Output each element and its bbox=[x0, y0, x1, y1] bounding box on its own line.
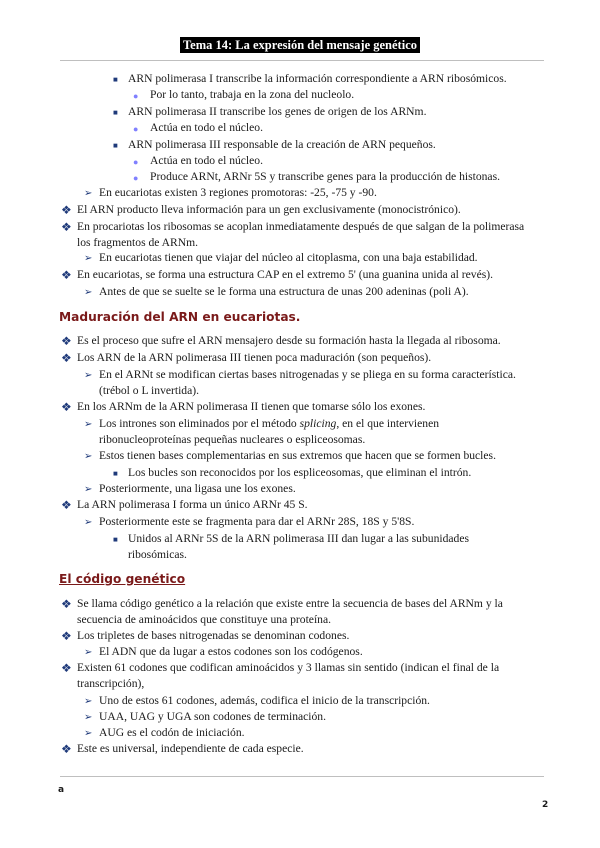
list-item: AUG es el codón de iniciación. bbox=[99, 726, 245, 739]
document-title-text: Tema 14: La expresión del mensaje genético bbox=[180, 37, 420, 53]
list-item: Posteriormente, una ligasa une los exones. bbox=[99, 482, 296, 495]
diamond-bullet-icon: ❖ bbox=[61, 400, 72, 414]
list-item: En eucariotas existen 3 regiones promotoras: -25, -75 y -90. bbox=[99, 186, 377, 199]
list-item: ARN polimerasa II transcribe los genes de origen de los ARNm. bbox=[128, 105, 427, 118]
footer-rule bbox=[60, 776, 544, 777]
italic-term-splicing: splicing bbox=[299, 417, 337, 430]
page-number: 2 bbox=[542, 800, 549, 810]
dot-bullet-icon: ● bbox=[133, 91, 139, 101]
list-item: Existen 61 codones que codifican aminoácidos y 3 llamas sin sentido (indican el final de la bbox=[77, 661, 500, 674]
diamond-bullet-icon: ❖ bbox=[61, 268, 72, 282]
list-item: En procariotas los ribosomas se acoplan inmediatamente después de que salgan de la polimerasa bbox=[77, 220, 525, 233]
square-bullet-icon: ■ bbox=[113, 535, 118, 544]
list-item: En el ARNt se modifican ciertas bases nitrogenadas y se pliega en su forma característica. bbox=[99, 368, 516, 381]
list-item: El ARN producto lleva información para un gen exclusivamente (monocistrónico). bbox=[77, 203, 461, 216]
list-item: Es el proceso que sufre el ARN mensajero desde su formación hasta la llegada al ribosoma. bbox=[77, 334, 501, 347]
text-run: , en el que intervienen bbox=[336, 417, 440, 430]
list-item-continuation: ribonucleoproteínas pequeñas nucleares o espliceosomas. bbox=[99, 433, 366, 446]
list-item: Estos tienen bases complementarias en sus extremos que hacen que se formen bucles. bbox=[99, 449, 496, 462]
arrow-bullet-icon: ➢ bbox=[84, 253, 93, 264]
diamond-bullet-icon: ❖ bbox=[61, 597, 72, 611]
square-bullet-icon: ■ bbox=[113, 469, 118, 478]
square-bullet-icon: ■ bbox=[113, 141, 118, 150]
document-title bbox=[0, 36, 600, 54]
text-run: Los intrones son eliminados por el método bbox=[99, 417, 300, 430]
list-item: Por lo tanto, trabaja en la zona del nucleolo. bbox=[150, 88, 355, 101]
diamond-bullet-icon: ❖ bbox=[61, 334, 72, 348]
arrow-bullet-icon: ➢ bbox=[84, 451, 93, 462]
arrow-bullet-icon: ➢ bbox=[84, 370, 93, 381]
list-item: Produce ARNt, ARNr 5S y transcribe genes para la producción de histonas. bbox=[150, 170, 500, 183]
square-bullet-icon: ■ bbox=[113, 75, 118, 84]
list-item: En eucariotas tienen que viajar del núcleo al citoplasma, con una baja estabilidad. bbox=[99, 251, 478, 264]
diamond-bullet-icon: ❖ bbox=[61, 742, 72, 756]
diamond-bullet-icon: ❖ bbox=[61, 203, 72, 217]
arrow-bullet-icon: ➢ bbox=[84, 647, 93, 658]
list-item: La ARN polimerasa I forma un único ARNr 45 S. bbox=[77, 498, 308, 511]
list-item-continuation: los fragmentos de ARNm. bbox=[77, 236, 199, 249]
list-item: El ADN que da lugar a estos codones son los codógenos. bbox=[99, 645, 363, 658]
list-item: Antes de que se suelte se le forma una estructura de unas 200 adeninas (poli A). bbox=[99, 285, 469, 298]
dot-bullet-icon: ● bbox=[133, 124, 139, 134]
list-item: Actúa en todo el núcleo. bbox=[150, 154, 263, 167]
list-item: En eucariotas, se forma una estructura CAP en el extremo 5' (una guanina unida al revés). bbox=[77, 268, 493, 281]
arrow-bullet-icon: ➢ bbox=[84, 188, 93, 199]
header-rule bbox=[60, 60, 544, 61]
list-item: Unidos al ARNr 5S de la ARN polimerasa III dan lugar a las subunidades bbox=[128, 532, 469, 545]
dot-bullet-icon: ● bbox=[133, 173, 139, 183]
diamond-bullet-icon: ❖ bbox=[61, 629, 72, 643]
arrow-bullet-icon: ➢ bbox=[84, 287, 93, 298]
diamond-bullet-icon: ❖ bbox=[61, 351, 72, 365]
list-item: UAA, UAG y UGA son codones de terminación. bbox=[99, 710, 327, 723]
arrow-bullet-icon: ➢ bbox=[84, 712, 93, 723]
dot-bullet-icon: ● bbox=[133, 157, 139, 167]
arrow-bullet-icon: ➢ bbox=[84, 484, 93, 495]
list-item-continuation: ribosómicas. bbox=[128, 548, 187, 561]
diamond-bullet-icon: ❖ bbox=[61, 498, 72, 512]
list-item: Los tripletes de bases nitrogenadas se denominan codones. bbox=[77, 629, 350, 642]
list-item-continuation: transcripción), bbox=[77, 677, 145, 690]
list-item: Actúa en todo el núcleo. bbox=[150, 121, 263, 134]
square-bullet-icon: ■ bbox=[113, 108, 118, 117]
list-item: Los bucles son reconocidos por los espliceosomas, que eliminan el intrón. bbox=[128, 466, 472, 479]
list-item-continuation: (trébol o L invertida). bbox=[99, 384, 200, 397]
arrow-bullet-icon: ➢ bbox=[84, 728, 93, 739]
list-item: Uno de estos 61 codones, además, codifica el inicio de la transcripción. bbox=[99, 694, 430, 707]
diamond-bullet-icon: ❖ bbox=[61, 220, 72, 234]
arrow-bullet-icon: ➢ bbox=[84, 419, 93, 430]
list-item: En los ARNm de la ARN polimerasa II tienen que tomarse sólo los exones. bbox=[77, 400, 426, 413]
diamond-bullet-icon: ❖ bbox=[61, 661, 72, 675]
section-heading-maduracion: Maduración del ARN en eucariotas. bbox=[59, 310, 301, 324]
arrow-bullet-icon: ➢ bbox=[84, 696, 93, 707]
list-item: ARN polimerasa III responsable de la creación de ARN pequeños. bbox=[128, 138, 436, 151]
footer-mark: a bbox=[58, 785, 65, 795]
section-heading-codigo-genetico: El código genético bbox=[59, 572, 186, 586]
list-item bbox=[99, 416, 439, 432]
arrow-bullet-icon: ➢ bbox=[84, 517, 93, 528]
list-item: Posteriormente este se fragmenta para dar el ARNr 28S, 18S y 5'8S. bbox=[99, 515, 415, 528]
list-item: Los ARN de la ARN polimerasa III tienen poca maduración (son pequeños). bbox=[77, 351, 432, 364]
list-item: Se llama código genético a la relación que existe entre la secuencia de bases del ARNm y la bbox=[77, 597, 503, 610]
list-item: ARN polimerasa I transcribe la información correspondiente a ARN ribosómicos. bbox=[128, 72, 507, 85]
list-item: Este es universal, independiente de cada especie. bbox=[77, 742, 304, 755]
list-item-continuation: secuencia de aminoácidos que constituye una proteína. bbox=[77, 613, 332, 626]
